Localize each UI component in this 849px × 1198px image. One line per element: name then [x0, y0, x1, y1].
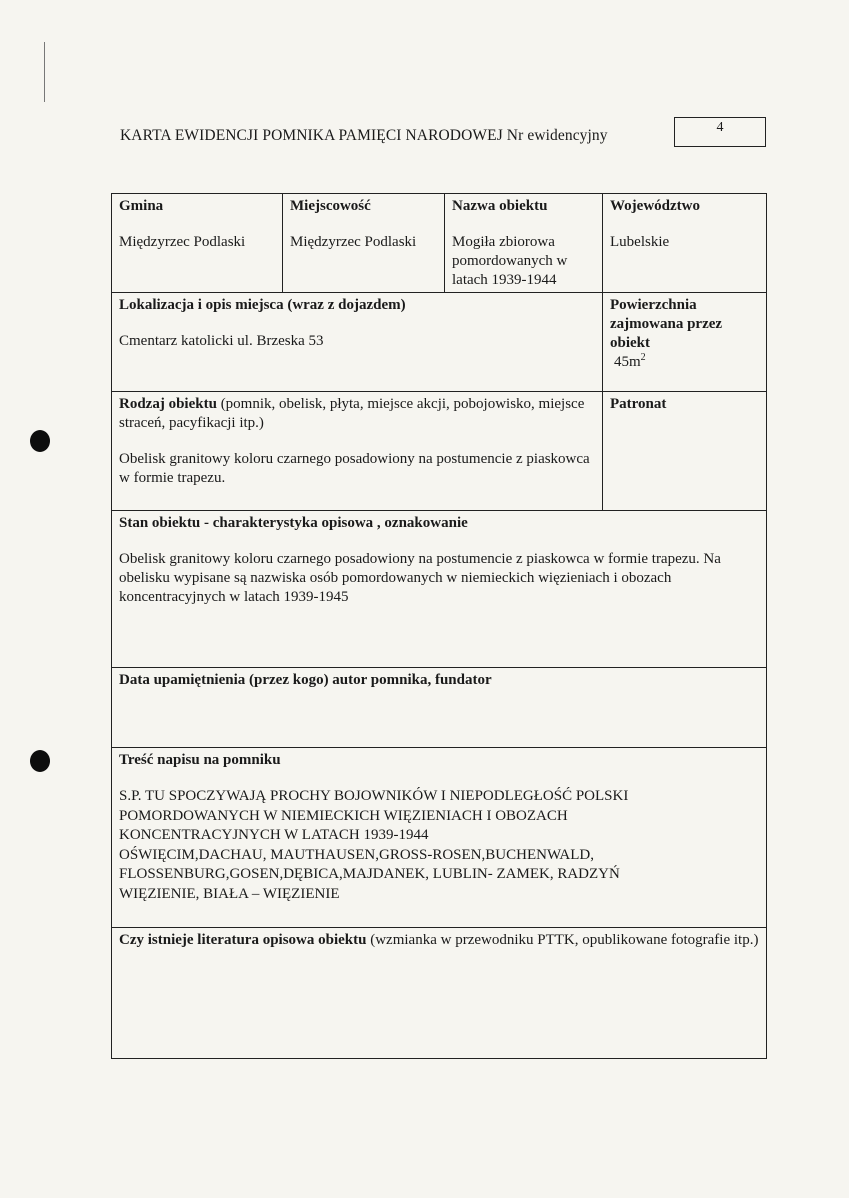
wojewodztwo-cell — [603, 194, 766, 292]
punch-hole-top — [30, 430, 50, 452]
table-row-data — [112, 668, 766, 748]
inscription-line: POMORDOWANYCH W NIEMIECKICH WIĘZIENIACH I OBOZACH — [119, 807, 568, 824]
stan-cell — [112, 511, 766, 667]
punch-hole-bottom — [30, 750, 50, 772]
wojewodztwo-label: Województwo — [610, 198, 700, 214]
data-label: Data upamiętnienia (przez kogo) autor pomnika, fundator — [119, 672, 492, 688]
nazwa-cell — [445, 194, 603, 292]
miejscowosc-value: Międzyrzec Podlaski — [290, 234, 417, 250]
stan-value: Obelisk granitowy koloru czarnego posadowiony na postumencie z piaskowca w formie trapezu. Na obelisku wypisane są nazwiska osób pomordowanych w niemieckich więzieniach i obozach koncentracyjnych w latach 1939-1945 — [119, 551, 721, 605]
tresc-cell — [112, 748, 766, 927]
patronat-label: Patronat — [610, 396, 667, 412]
card-title: KARTA EWIDENCJI POMNIKA PAMIĘCI NARODOWEJ Nr ewidencyjny — [120, 127, 608, 144]
powierzchnia-value: 45m — [614, 354, 641, 370]
literatura-label: Czy istnieje literatura opisowa obiektu — [119, 932, 367, 948]
rodzaj-label: Rodzaj obiektu — [119, 396, 217, 412]
gmina-value: Międzyrzec Podlaski — [119, 234, 246, 250]
table-row-literatura — [112, 928, 766, 1058]
literatura-cell — [112, 928, 766, 1058]
inscription-line: S.P. TU SPOCZYWAJĄ PROCHY BOJOWNIKÓW I NIEPODLEGŁOŚĆ POLSKI — [119, 788, 629, 804]
table-row-rodzaj — [112, 392, 766, 511]
inscription-line: FLOSSENBURG,GOSEN,DĘBICA,MAJDANEK, LUBLIN- ZAMEK, RADZYŃ — [119, 866, 620, 882]
tresc-inscription — [119, 787, 760, 904]
miejscowosc-cell — [283, 194, 445, 292]
rodzaj-label-note: (pomnik, obelisk, płyta, miejsce akcji, pobojowisko, miejsce straceń, pacyfikacji itp.) — [119, 396, 585, 431]
record-number: 4 — [716, 120, 724, 135]
patronat-cell — [603, 392, 766, 510]
table-row-location — [112, 194, 766, 293]
rodzaj-cell — [112, 392, 603, 510]
record-number-box — [674, 117, 766, 147]
table-row-tresc — [112, 748, 766, 928]
powierzchnia-cell — [603, 293, 766, 391]
table-row-stan — [112, 511, 766, 668]
gmina-cell — [112, 194, 283, 292]
data-cell — [112, 668, 766, 747]
lokalizacja-label: Lokalizacja i opis miejsca (wraz z dojazdem) — [119, 297, 406, 313]
margin-mark — [44, 42, 51, 102]
inscription-line: OŚWIĘCIM,DACHAU, MAUTHAUSEN,GROSS-ROSEN,BUCHENWALD, — [119, 846, 595, 863]
table-row-lokalizacja — [112, 293, 766, 392]
tresc-label: Treść napisu na pomniku — [119, 752, 281, 768]
wojewodztwo-value: Lubelskie — [610, 234, 670, 250]
inscription-line: KONCENTRACYJNYCH W LATACH 1939-1944 — [119, 827, 429, 843]
rodzaj-value: Obelisk granitowy koloru czarnego posadowiony na postumencie z piaskowca w formie trapezu. — [119, 451, 590, 486]
nazwa-label: Nazwa obiektu — [452, 198, 548, 214]
powierzchnia-unit-exponent: 2 — [640, 352, 646, 363]
miejscowosc-label: Miejscowość — [290, 198, 371, 214]
stan-label: Stan obiektu - charakterystyka opisowa , oznakowanie — [119, 515, 468, 531]
literatura-note: (wzmianka w przewodniku PTTK, opublikowane fotografie itp.) — [370, 932, 759, 948]
rodzaj-label-line — [119, 395, 596, 433]
gmina-label: Gmina — [119, 198, 164, 214]
lokalizacja-cell — [112, 293, 603, 391]
record-table — [111, 193, 767, 1059]
lokalizacja-value: Cmentarz katolicki ul. Brzeska 53 — [119, 333, 324, 349]
powierzchnia-value-line — [610, 353, 760, 372]
inscription-line: WIĘZIENIE, BIAŁA – WIĘZIENIE — [119, 885, 340, 902]
nazwa-value: Mogiła zbiorowa pomordowanych w latach 1939-1944 — [452, 234, 568, 288]
powierzchnia-label: Powierzchnia zajmowana przez obiekt — [610, 297, 723, 351]
